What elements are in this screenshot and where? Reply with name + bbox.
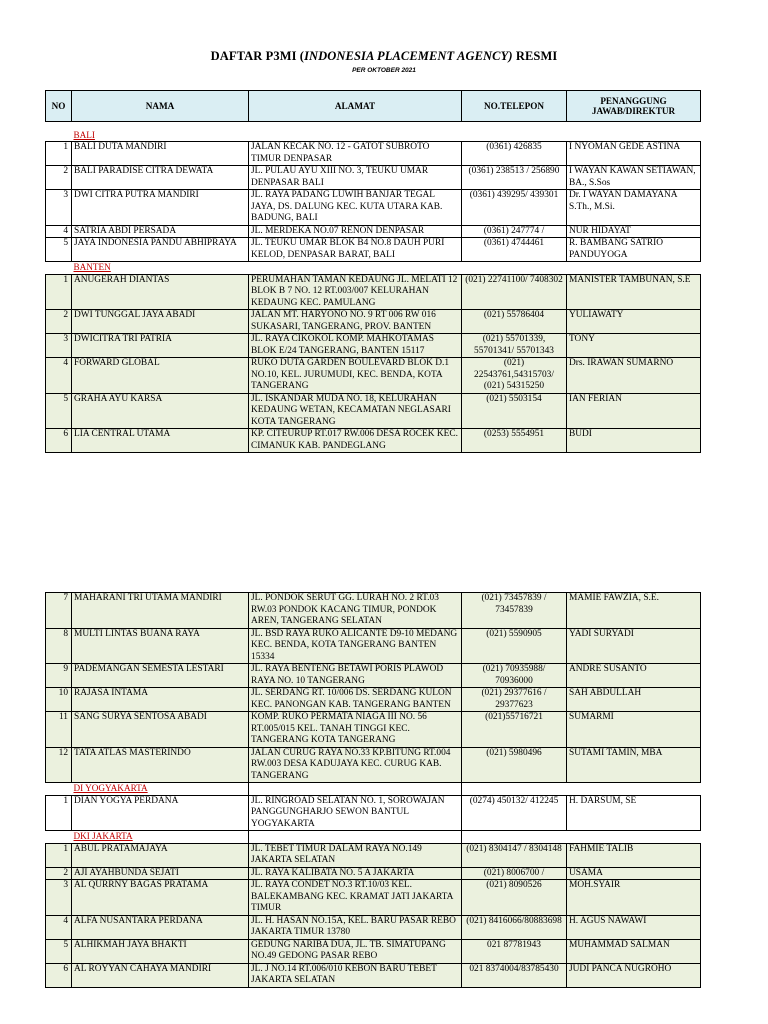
row-alamat: PERUMAHAN TAMAN KEDAUNG JL. MELATI 12 BLOK B 7 NO. 12 RT.003/007 KELURAHAN KEDAUNG KEC. PAMULANG: [249, 274, 462, 310]
region-name: DKI JAKARTA: [73, 831, 133, 841]
row-alamat: JALAN MT. HARYONO NO. 9 RT 006 RW 016 SUKASARI, TANGERANG, PROV. BANTEN: [249, 310, 462, 334]
title-suffix: RESMI: [512, 49, 558, 63]
table-row: [46, 593, 701, 629]
row-nama: BALI DUTA MANDIRI: [72, 142, 249, 166]
row-alamat: JL. RINGROAD SELATAN NO. 1, SOROWAJAN PANGGUNGHARJO SEWON BANTUL YOGYAKARTA: [249, 795, 462, 831]
row-penanggung-jawab: I WAYAN KAWAN SETIAWAN, BA., S.Sos: [567, 166, 701, 190]
table-row: [46, 190, 701, 226]
row-penanggung-jawab: YADI SURYADI: [567, 628, 701, 664]
row-nama: LIA CENTRAL UTAMA: [72, 429, 249, 453]
row-telepon: (021) 55786404: [462, 310, 567, 334]
region-name: BALI: [73, 129, 95, 140]
row-nama: SATRIA ABDI PERSADA: [72, 225, 249, 238]
row-alamat: JL. MERDEKA NO.07 RENON DENPASAR: [249, 225, 462, 238]
row-penanggung-jawab: MANISTER TAMBUNAN, S.E: [567, 274, 701, 310]
row-nama: MULTI LINTAS BUANA RAYA: [72, 628, 249, 664]
row-no: 1: [46, 142, 72, 166]
row-telepon: (021) 5590905: [462, 628, 567, 664]
row-no: 4: [46, 915, 72, 939]
region-name: BANTEN: [73, 262, 111, 272]
row-penanggung-jawab: FAHMIE TALIB: [567, 843, 701, 867]
row-penanggung-jawab: ANDRE SUSANTO: [567, 664, 701, 688]
table-row: [46, 880, 701, 916]
agency-table-page1: [45, 90, 701, 453]
row-alamat: RUKO DUTA GARDEN BOULEVARD BLOK D.1 NO.10, KEL. JURUMUDI, KEC. BENDA, KOTA TANGERANG: [249, 358, 462, 394]
row-penanggung-jawab: NUR HIDAYAT: [567, 225, 701, 238]
row-telepon: 021 87781943: [462, 939, 567, 963]
row-telepon: (021) 5503154: [462, 393, 567, 429]
row-alamat: JL. BSD RAYA RUKO ALICANTE D9-10 MEDANG KEC. BENDA, KOTA TANGERANG BANTEN 15334: [249, 628, 462, 664]
row-nama: DWI TUNGGAL JAYA ABADI: [72, 310, 249, 334]
row-no: 3: [46, 880, 72, 916]
row-penanggung-jawab: H. DARSUM, SE: [567, 795, 701, 831]
row-nama: AL QURRNY BAGAS PRATAMA: [72, 880, 249, 916]
row-penanggung-jawab: I NYOMAN GEDE ASTINA: [567, 142, 701, 166]
title-prefix: DAFTAR P3MI (: [210, 49, 305, 63]
row-nama: ABUL PRATAMAJAYA: [72, 843, 249, 867]
row-alamat: JL. RAYA BENTENG BETAWI PORIS PLAWOD RAYA NO. 10 TANGERANG: [249, 664, 462, 688]
row-alamat: JL. PULAU AYU XIII NO. 3, TEUKU UMAR DENPASAR BALI: [249, 166, 462, 190]
row-no: 5: [46, 238, 72, 262]
row-telepon: (021) 8416066/80883698: [462, 915, 567, 939]
row-nama: AJI AYAHBUNDA SEJATI: [72, 867, 249, 880]
row-alamat: JALAN CURUG RAYA NO.33 KP.BITUNG RT.004 RW.003 DESA KADUJAYA KEC. CURUG KAB. TANGERANG: [249, 747, 462, 783]
row-alamat: JALAN KECAK NO. 12 - GATOT SUBROTO TIMUR DENPASAR: [249, 142, 462, 166]
document-subtitle: PER OKTOBER 2021: [352, 67, 416, 74]
document-title: [0, 49, 768, 64]
row-nama: PADEMANGAN SEMESTA LESTARI: [72, 664, 249, 688]
row-nama: JAYA INDONESIA PANDU ABHIPRAYA: [72, 238, 249, 262]
row-no: 2: [46, 867, 72, 880]
header-telepon: NO.TELEPON: [462, 91, 567, 122]
row-no: 8: [46, 628, 72, 664]
row-alamat: JL. RAYA CIKOKOL KOMP. MAHKOTAMAS BLOK E/24 TANGERANG, BANTEN 15117: [249, 334, 462, 358]
row-alamat: JL. TEUKU UMAR BLOK B4 NO.8 DAUH PURI KELOD, DENPASAR BARAT, BALI: [249, 238, 462, 262]
region-name: DI YOGYAKARTA: [73, 783, 148, 793]
row-nama: AL ROYYAN CAHAYA MANDIRI: [72, 963, 249, 987]
table-row: [46, 238, 701, 262]
agency-table-page2: [45, 592, 701, 988]
row-no: 12: [46, 747, 72, 783]
row-penanggung-jawab: R. BAMBANG SATRIO PANDUYOGA: [567, 238, 701, 262]
row-penanggung-jawab: USAMA: [567, 867, 701, 880]
row-telepon: 021 8374004/83785430: [462, 963, 567, 987]
row-no: 5: [46, 393, 72, 429]
row-telepon: (021) 5980496: [462, 747, 567, 783]
table-row: [46, 963, 701, 987]
row-no: 2: [46, 166, 72, 190]
row-penanggung-jawab: Dr. I WAYAN DAMAYANA S.Th., M.Si.: [567, 190, 701, 226]
row-alamat: JL. J NO.14 RT.006/010 KEBON BARU TEBET JAKARTA SELATAN: [249, 963, 462, 987]
table-row: [46, 334, 701, 358]
row-nama: GRAHA AYU KARSA: [72, 393, 249, 429]
row-penanggung-jawab: SUMARMI: [567, 712, 701, 748]
row-alamat: JL. RAYA PADANG LUWIH BANJAR TEGAL JAYA, DS. DALUNG KEC. KUTA UTARA KAB. BADUNG, BALI: [249, 190, 462, 226]
table-row: [46, 393, 701, 429]
row-telepon: (0361) 238513 / 256890: [462, 166, 567, 190]
row-no: 5: [46, 939, 72, 963]
header-no: NO: [46, 91, 72, 122]
row-penanggung-jawab: JUDI PANCA NUGROHO: [567, 963, 701, 987]
table-row: [46, 358, 701, 394]
row-penanggung-jawab: MOH.SYAIR: [567, 880, 701, 916]
row-no: 4: [46, 225, 72, 238]
table-row: [46, 664, 701, 688]
row-penanggung-jawab: BUDI: [567, 429, 701, 453]
table-row: [46, 225, 701, 238]
table-row: [46, 142, 701, 166]
row-no: 6: [46, 429, 72, 453]
header-nama: NAMA: [72, 91, 249, 122]
row-telepon: (0361) 439295/ 439301: [462, 190, 567, 226]
row-penanggung-jawab: SAH ABDULLAH: [567, 688, 701, 712]
header-penanggung-jawab: PENANGGUNG JAWAB/DIREKTUR: [567, 91, 701, 122]
row-no: 4: [46, 358, 72, 394]
row-penanggung-jawab: MAMIE FAWZIA, S.E.: [567, 593, 701, 629]
row-alamat: JL. PONDOK SERUT GG. LURAH NO. 2 RT.03 RW.03 PONDOK KACANG TIMUR, PONDOK AREN, TANGERANG SELATAN: [249, 593, 462, 629]
table-header-row: [46, 91, 701, 122]
row-telepon: (021) 70935988/ 70936000: [462, 664, 567, 688]
row-telepon: (0361) 426835: [462, 142, 567, 166]
row-penanggung-jawab: SUTAMI TAMIN, MBA: [567, 747, 701, 783]
row-nama: DIAN YOGYA PERDANA: [72, 795, 249, 831]
row-no: 7: [46, 593, 72, 629]
row-no: 2: [46, 310, 72, 334]
row-nama: ALFA NUSANTARA PERDANA: [72, 915, 249, 939]
row-nama: DWICITRA TRI PATRIA: [72, 334, 249, 358]
row-telepon: (021) 8006700 /: [462, 867, 567, 880]
table-row: [46, 310, 701, 334]
row-penanggung-jawab: H. AGUS NAWAWI: [567, 915, 701, 939]
row-telepon: (0361) 4744461: [462, 238, 567, 262]
table-row: [46, 867, 701, 880]
row-penanggung-jawab: YULIAWATY: [567, 310, 701, 334]
table-row: [46, 939, 701, 963]
row-telepon: (021) 22741100/ 7408302: [462, 274, 567, 310]
row-telepon: (021) 22543761,54315703/ (021) 54315250: [462, 358, 567, 394]
row-telepon: (0274) 450132/ 412245: [462, 795, 567, 831]
row-alamat: GEDUNG NARIBA DUA, JL. TB. SIMATUPANG NO.49 GEDONG PASAR REBO: [249, 939, 462, 963]
row-penanggung-jawab: TONY: [567, 334, 701, 358]
row-no: 1: [46, 795, 72, 831]
header-alamat: ALAMAT: [249, 91, 462, 122]
row-alamat: JL. RAYA CONDET NO.3 RT.10/03 KEL. BALEKAMBANG KEC. KRAMAT JATI JAKARTA TIMUR: [249, 880, 462, 916]
table-row: [46, 712, 701, 748]
row-penanggung-jawab: MUHAMMAD SALMAN: [567, 939, 701, 963]
row-no: 1: [46, 843, 72, 867]
table-row: [46, 843, 701, 867]
row-telepon: (021) 55701339, 55701341/ 55701343: [462, 334, 567, 358]
table-row: [46, 915, 701, 939]
row-nama: ANUGERAH DIANTAS: [72, 274, 249, 310]
row-penanggung-jawab: IAN FERIAN: [567, 393, 701, 429]
row-alamat: JL. RAYA KALIBATA NO. 5 A JAKARTA: [249, 867, 462, 880]
table-row: [46, 795, 701, 831]
table-row: [46, 166, 701, 190]
row-penanggung-jawab: Drs. IRAWAN SUMARNO: [567, 358, 701, 394]
title-italic: INDONESIA PLACEMENT AGENCY): [304, 49, 513, 63]
row-nama: SANG SURYA SENTOSA ABADI: [72, 712, 249, 748]
table-row: [46, 274, 701, 310]
row-no: 11: [46, 712, 72, 748]
row-alamat: KOMP. RUKO PERMATA NIAGA III NO. 56 RT.005/015 KEL. TANAH TINGGI KEC. TANGERANG KOTA TANGERANG: [249, 712, 462, 748]
row-alamat: JL. ISKANDAR MUDA NO. 18, KELURAHAN KEDAUNG WETAN, KECAMATAN NEGLASARI KOTA TANGERANG: [249, 393, 462, 429]
row-telepon: (021) 29377616 / 29377623: [462, 688, 567, 712]
row-nama: FORWARD GLOBAL: [72, 358, 249, 394]
row-no: 3: [46, 190, 72, 226]
row-telepon: (021) 8090526: [462, 880, 567, 916]
row-nama: TATA ATLAS MASTERINDO: [72, 747, 249, 783]
row-telepon: (021)55716721: [462, 712, 567, 748]
table-row: [46, 688, 701, 712]
row-alamat: JL. TEBET TIMUR DALAM RAYA NO.149 JAKARTA SELATAN: [249, 843, 462, 867]
row-no: 9: [46, 664, 72, 688]
row-alamat: JL. H. HASAN NO.15A, KEL. BARU PASAR REBO JAKARTA TIMUR 13780: [249, 915, 462, 939]
row-no: 3: [46, 334, 72, 358]
region-header-row: [46, 783, 701, 796]
row-nama: MAHARANI TRI UTAMA MANDIRI: [72, 593, 249, 629]
row-nama: RAJASA INTAMA: [72, 688, 249, 712]
row-nama: ALHIKMAH JAYA BHAKTI: [72, 939, 249, 963]
row-no: 6: [46, 963, 72, 987]
region-header-row: [46, 130, 701, 142]
region-header-row: [46, 831, 701, 844]
table-row: [46, 628, 701, 664]
table-row: [46, 747, 701, 783]
row-telepon: (021) 73457839 / 73457839: [462, 593, 567, 629]
row-alamat: KP. CITEURUP RT.017 RW.006 DESA ROCEK KEC. CIMANUK KAB. PANDEGLANG: [249, 429, 462, 453]
row-nama: DWI CITRA PUTRA MANDIRI: [72, 190, 249, 226]
row-nama: BALI PARADISE CITRA DEWATA: [72, 166, 249, 190]
row-alamat: JL. SERDANG RT. 10/006 DS. SERDANG KULON KEC. PANONGAN KAB. TANGERANG BANTEN: [249, 688, 462, 712]
row-telepon: (0253) 5554951: [462, 429, 567, 453]
region-header-row: [46, 262, 701, 275]
table-row: [46, 429, 701, 453]
row-telepon: (021) 8304147 / 8304148: [462, 843, 567, 867]
row-telepon: (0361) 247774 /: [462, 225, 567, 238]
row-no: 1: [46, 274, 72, 310]
row-no: 10: [46, 688, 72, 712]
